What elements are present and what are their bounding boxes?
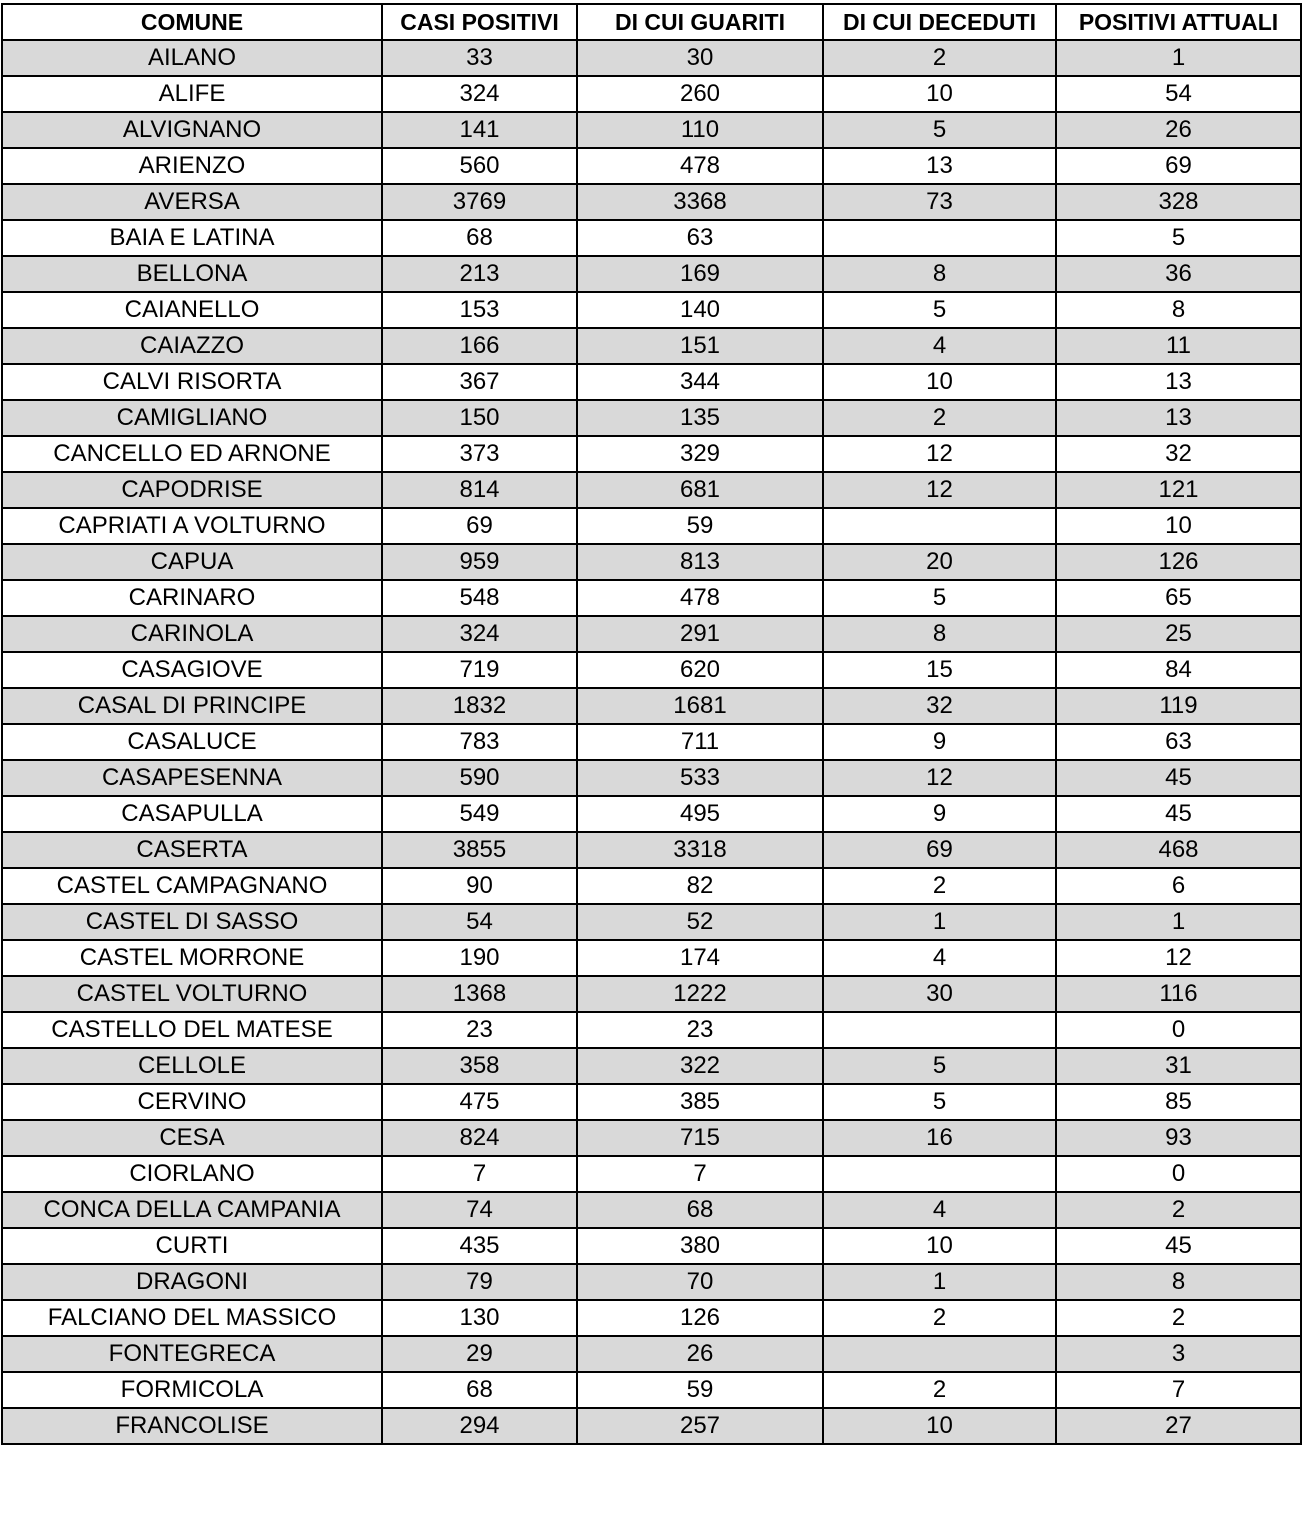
cell-casi-positivi: 814 — [382, 472, 577, 508]
cell-guariti: 23 — [577, 1012, 823, 1048]
cell-guariti: 7 — [577, 1156, 823, 1192]
table-row — [2, 148, 1301, 184]
cell-positivi-attuali: 328 — [1056, 184, 1301, 220]
cell-casi-positivi: 141 — [382, 112, 577, 148]
table-row — [2, 544, 1301, 580]
cell-casi-positivi: 548 — [382, 580, 577, 616]
cell-comune: CAPRIATI A VOLTURNO — [2, 508, 382, 544]
cell-deceduti: 8 — [823, 616, 1056, 652]
cell-positivi-attuali: 6 — [1056, 868, 1301, 904]
cell-guariti: 59 — [577, 508, 823, 544]
cell-deceduti: 10 — [823, 76, 1056, 112]
cell-positivi-attuali: 69 — [1056, 148, 1301, 184]
cell-casi-positivi: 959 — [382, 544, 577, 580]
table-row — [2, 1300, 1301, 1336]
cell-casi-positivi: 560 — [382, 148, 577, 184]
cell-casi-positivi: 33 — [382, 40, 577, 76]
cell-deceduti: 10 — [823, 364, 1056, 400]
cell-casi-positivi: 90 — [382, 868, 577, 904]
cell-guariti: 30 — [577, 40, 823, 76]
cell-casi-positivi: 74 — [382, 1192, 577, 1228]
table-row — [2, 1336, 1301, 1372]
header-positivi-attuali: POSITIVI ATTUALI — [1056, 4, 1301, 40]
cell-deceduti: 32 — [823, 688, 1056, 724]
cell-comune: CELLOLE — [2, 1048, 382, 1084]
cell-casi-positivi: 324 — [382, 76, 577, 112]
cell-casi-positivi: 29 — [382, 1336, 577, 1372]
cell-comune: FALCIANO DEL MASSICO — [2, 1300, 382, 1336]
cell-guariti: 110 — [577, 112, 823, 148]
cell-guariti: 70 — [577, 1264, 823, 1300]
cell-casi-positivi: 475 — [382, 1084, 577, 1120]
cell-casi-positivi: 824 — [382, 1120, 577, 1156]
cell-guariti: 257 — [577, 1408, 823, 1444]
cell-guariti: 715 — [577, 1120, 823, 1156]
table-row — [2, 724, 1301, 760]
cell-guariti: 82 — [577, 868, 823, 904]
cell-deceduti: 1 — [823, 904, 1056, 940]
cell-casi-positivi: 590 — [382, 760, 577, 796]
table-row — [2, 1048, 1301, 1084]
cell-positivi-attuali: 31 — [1056, 1048, 1301, 1084]
cell-positivi-attuali: 1 — [1056, 904, 1301, 940]
cell-deceduti: 4 — [823, 328, 1056, 364]
cell-comune: CAMIGLIANO — [2, 400, 382, 436]
table-row — [2, 1084, 1301, 1120]
table-row — [2, 1228, 1301, 1264]
table-row — [2, 292, 1301, 328]
table-row — [2, 1264, 1301, 1300]
cell-guariti: 813 — [577, 544, 823, 580]
cell-deceduti: 12 — [823, 472, 1056, 508]
cell-comune: ALIFE — [2, 76, 382, 112]
cell-guariti: 495 — [577, 796, 823, 832]
cell-casi-positivi: 79 — [382, 1264, 577, 1300]
cell-casi-positivi: 367 — [382, 364, 577, 400]
cell-guariti: 140 — [577, 292, 823, 328]
cell-comune: CALVI RISORTA — [2, 364, 382, 400]
cell-deceduti: 20 — [823, 544, 1056, 580]
cell-deceduti: 5 — [823, 580, 1056, 616]
table-row — [2, 904, 1301, 940]
cell-comune: CASTEL CAMPAGNANO — [2, 868, 382, 904]
cell-comune: FONTEGRECA — [2, 1336, 382, 1372]
cell-casi-positivi: 324 — [382, 616, 577, 652]
cell-casi-positivi: 549 — [382, 796, 577, 832]
cell-guariti: 681 — [577, 472, 823, 508]
cell-positivi-attuali: 45 — [1056, 760, 1301, 796]
cell-casi-positivi: 190 — [382, 940, 577, 976]
cell-guariti: 620 — [577, 652, 823, 688]
table-row — [2, 508, 1301, 544]
cell-deceduti: 10 — [823, 1408, 1056, 1444]
cell-comune: CASERTA — [2, 832, 382, 868]
table-row — [2, 760, 1301, 796]
table-row — [2, 832, 1301, 868]
cell-deceduti — [823, 508, 1056, 544]
cell-positivi-attuali: 11 — [1056, 328, 1301, 364]
cell-deceduti: 4 — [823, 940, 1056, 976]
cell-comune: CANCELLO ED ARNONE — [2, 436, 382, 472]
table-row — [2, 1012, 1301, 1048]
cell-positivi-attuali: 8 — [1056, 1264, 1301, 1300]
cell-casi-positivi: 783 — [382, 724, 577, 760]
cell-guariti: 478 — [577, 580, 823, 616]
cell-casi-positivi: 69 — [382, 508, 577, 544]
cell-casi-positivi: 153 — [382, 292, 577, 328]
cell-deceduti: 5 — [823, 112, 1056, 148]
cell-positivi-attuali: 3 — [1056, 1336, 1301, 1372]
cell-deceduti: 10 — [823, 1228, 1056, 1264]
cell-positivi-attuali: 126 — [1056, 544, 1301, 580]
table-row — [2, 112, 1301, 148]
cell-positivi-attuali: 12 — [1056, 940, 1301, 976]
cell-positivi-attuali: 26 — [1056, 112, 1301, 148]
cell-comune: DRAGONI — [2, 1264, 382, 1300]
header-casi-positivi: CASI POSITIVI — [382, 4, 577, 40]
cell-guariti: 135 — [577, 400, 823, 436]
table-row — [2, 976, 1301, 1012]
table-row — [2, 184, 1301, 220]
cell-comune: AVERSA — [2, 184, 382, 220]
cell-comune: CAPUA — [2, 544, 382, 580]
cell-comune: CASAPULLA — [2, 796, 382, 832]
cell-guariti: 711 — [577, 724, 823, 760]
cell-positivi-attuali: 1 — [1056, 40, 1301, 76]
cell-casi-positivi: 358 — [382, 1048, 577, 1084]
cell-deceduti: 2 — [823, 400, 1056, 436]
cell-deceduti: 73 — [823, 184, 1056, 220]
header-guariti: DI CUI GUARITI — [577, 4, 823, 40]
cell-guariti: 322 — [577, 1048, 823, 1084]
cell-guariti: 1681 — [577, 688, 823, 724]
cell-positivi-attuali: 85 — [1056, 1084, 1301, 1120]
cell-comune: ALVIGNANO — [2, 112, 382, 148]
cell-guariti: 260 — [577, 76, 823, 112]
cell-guariti: 59 — [577, 1372, 823, 1408]
cell-casi-positivi: 23 — [382, 1012, 577, 1048]
cell-positivi-attuali: 25 — [1056, 616, 1301, 652]
cell-guariti: 291 — [577, 616, 823, 652]
cell-positivi-attuali: 7 — [1056, 1372, 1301, 1408]
cell-comune: CASAPESENNA — [2, 760, 382, 796]
cell-casi-positivi: 130 — [382, 1300, 577, 1336]
cell-comune: CASALUCE — [2, 724, 382, 760]
table-body — [2, 40, 1301, 1444]
cell-positivi-attuali: 13 — [1056, 400, 1301, 436]
table-row — [2, 400, 1301, 436]
cell-positivi-attuali: 84 — [1056, 652, 1301, 688]
cell-positivi-attuali: 5 — [1056, 220, 1301, 256]
table-row — [2, 328, 1301, 364]
cell-guariti: 26 — [577, 1336, 823, 1372]
cell-positivi-attuali: 10 — [1056, 508, 1301, 544]
cell-deceduti: 9 — [823, 724, 1056, 760]
cell-guariti: 385 — [577, 1084, 823, 1120]
cell-guariti: 151 — [577, 328, 823, 364]
cell-comune: CIORLANO — [2, 1156, 382, 1192]
cell-comune: CARINARO — [2, 580, 382, 616]
table-row — [2, 688, 1301, 724]
cell-casi-positivi: 54 — [382, 904, 577, 940]
cell-deceduti: 9 — [823, 796, 1056, 832]
cell-deceduti: 12 — [823, 760, 1056, 796]
cell-casi-positivi: 213 — [382, 256, 577, 292]
cell-comune: BAIA E LATINA — [2, 220, 382, 256]
cell-comune: FORMICOLA — [2, 1372, 382, 1408]
cell-comune: CURTI — [2, 1228, 382, 1264]
cell-casi-positivi: 3855 — [382, 832, 577, 868]
cell-guariti: 533 — [577, 760, 823, 796]
cell-comune: CARINOLA — [2, 616, 382, 652]
table-row — [2, 616, 1301, 652]
cell-guariti: 63 — [577, 220, 823, 256]
cell-deceduti: 5 — [823, 292, 1056, 328]
cell-casi-positivi: 1368 — [382, 976, 577, 1012]
table-row — [2, 1372, 1301, 1408]
table-row — [2, 1192, 1301, 1228]
cell-casi-positivi: 150 — [382, 400, 577, 436]
table-row — [2, 580, 1301, 616]
cell-comune: CAIANELLO — [2, 292, 382, 328]
cell-deceduti — [823, 1336, 1056, 1372]
table-row — [2, 364, 1301, 400]
cell-deceduti: 12 — [823, 436, 1056, 472]
cell-deceduti: 30 — [823, 976, 1056, 1012]
cell-deceduti: 13 — [823, 148, 1056, 184]
cell-guariti: 1222 — [577, 976, 823, 1012]
cell-casi-positivi: 294 — [382, 1408, 577, 1444]
cell-deceduti — [823, 1012, 1056, 1048]
cell-guariti: 52 — [577, 904, 823, 940]
table-row — [2, 76, 1301, 112]
cell-casi-positivi: 7 — [382, 1156, 577, 1192]
cell-deceduti: 2 — [823, 1300, 1056, 1336]
cell-comune: CASTEL VOLTURNO — [2, 976, 382, 1012]
cell-casi-positivi: 373 — [382, 436, 577, 472]
cell-deceduti: 15 — [823, 652, 1056, 688]
table-row — [2, 436, 1301, 472]
cell-positivi-attuali: 27 — [1056, 1408, 1301, 1444]
cell-positivi-attuali: 121 — [1056, 472, 1301, 508]
cell-casi-positivi: 435 — [382, 1228, 577, 1264]
table-row — [2, 256, 1301, 292]
cell-positivi-attuali: 119 — [1056, 688, 1301, 724]
cell-deceduti: 69 — [823, 832, 1056, 868]
cell-deceduti — [823, 1156, 1056, 1192]
cell-positivi-attuali: 63 — [1056, 724, 1301, 760]
table-header — [2, 4, 1301, 40]
header-deceduti: DI CUI DECEDUTI — [823, 4, 1056, 40]
header-row — [2, 4, 1301, 40]
cell-positivi-attuali: 116 — [1056, 976, 1301, 1012]
cell-positivi-attuali: 0 — [1056, 1156, 1301, 1192]
cell-comune: CASTELLO DEL MATESE — [2, 1012, 382, 1048]
cell-guariti: 478 — [577, 148, 823, 184]
table-row — [2, 796, 1301, 832]
cell-deceduti: 2 — [823, 1372, 1056, 1408]
cell-deceduti: 5 — [823, 1048, 1056, 1084]
cell-positivi-attuali: 0 — [1056, 1012, 1301, 1048]
cell-deceduti: 1 — [823, 1264, 1056, 1300]
cell-positivi-attuali: 45 — [1056, 796, 1301, 832]
cell-comune: CAIAZZO — [2, 328, 382, 364]
cell-guariti: 169 — [577, 256, 823, 292]
table-row — [2, 1120, 1301, 1156]
cell-positivi-attuali: 93 — [1056, 1120, 1301, 1156]
cell-positivi-attuali: 32 — [1056, 436, 1301, 472]
cell-positivi-attuali: 45 — [1056, 1228, 1301, 1264]
cell-comune: CASTEL DI SASSO — [2, 904, 382, 940]
cell-comune: CESA — [2, 1120, 382, 1156]
cell-casi-positivi: 1832 — [382, 688, 577, 724]
cell-guariti: 126 — [577, 1300, 823, 1336]
cell-positivi-attuali: 2 — [1056, 1192, 1301, 1228]
cell-comune: CASTEL MORRONE — [2, 940, 382, 976]
cell-positivi-attuali: 2 — [1056, 1300, 1301, 1336]
table-row — [2, 40, 1301, 76]
cell-casi-positivi: 166 — [382, 328, 577, 364]
cell-comune: ARIENZO — [2, 148, 382, 184]
cell-guariti: 380 — [577, 1228, 823, 1264]
cell-comune: AILANO — [2, 40, 382, 76]
cell-deceduti: 8 — [823, 256, 1056, 292]
cell-positivi-attuali: 13 — [1056, 364, 1301, 400]
cell-deceduti: 4 — [823, 1192, 1056, 1228]
cell-positivi-attuali: 8 — [1056, 292, 1301, 328]
cell-guariti: 174 — [577, 940, 823, 976]
cell-deceduti: 2 — [823, 868, 1056, 904]
cell-guariti: 68 — [577, 1192, 823, 1228]
cell-comune: CAPODRISE — [2, 472, 382, 508]
cell-comune: BELLONA — [2, 256, 382, 292]
cell-casi-positivi: 3769 — [382, 184, 577, 220]
table-row — [2, 940, 1301, 976]
cell-deceduti: 5 — [823, 1084, 1056, 1120]
cell-casi-positivi: 68 — [382, 1372, 577, 1408]
cell-deceduti: 16 — [823, 1120, 1056, 1156]
cell-deceduti: 2 — [823, 40, 1056, 76]
cell-casi-positivi: 68 — [382, 220, 577, 256]
cell-casi-positivi: 719 — [382, 652, 577, 688]
cell-deceduti — [823, 220, 1056, 256]
table-row — [2, 1156, 1301, 1192]
cell-positivi-attuali: 54 — [1056, 76, 1301, 112]
table-row — [2, 652, 1301, 688]
cell-comune: CASAL DI PRINCIPE — [2, 688, 382, 724]
cell-guariti: 344 — [577, 364, 823, 400]
cell-comune: FRANCOLISE — [2, 1408, 382, 1444]
cell-guariti: 3318 — [577, 832, 823, 868]
cell-comune: CASAGIOVE — [2, 652, 382, 688]
table-row — [2, 220, 1301, 256]
cell-comune: CONCA DELLA CAMPANIA — [2, 1192, 382, 1228]
cell-guariti: 329 — [577, 436, 823, 472]
header-comune: COMUNE — [2, 4, 382, 40]
table-row — [2, 1408, 1301, 1444]
cell-positivi-attuali: 36 — [1056, 256, 1301, 292]
table-row — [2, 472, 1301, 508]
covid-cases-table — [1, 3, 1302, 1445]
cell-positivi-attuali: 468 — [1056, 832, 1301, 868]
table-row — [2, 868, 1301, 904]
cell-positivi-attuali: 65 — [1056, 580, 1301, 616]
cell-comune: CERVINO — [2, 1084, 382, 1120]
cell-guariti: 3368 — [577, 184, 823, 220]
